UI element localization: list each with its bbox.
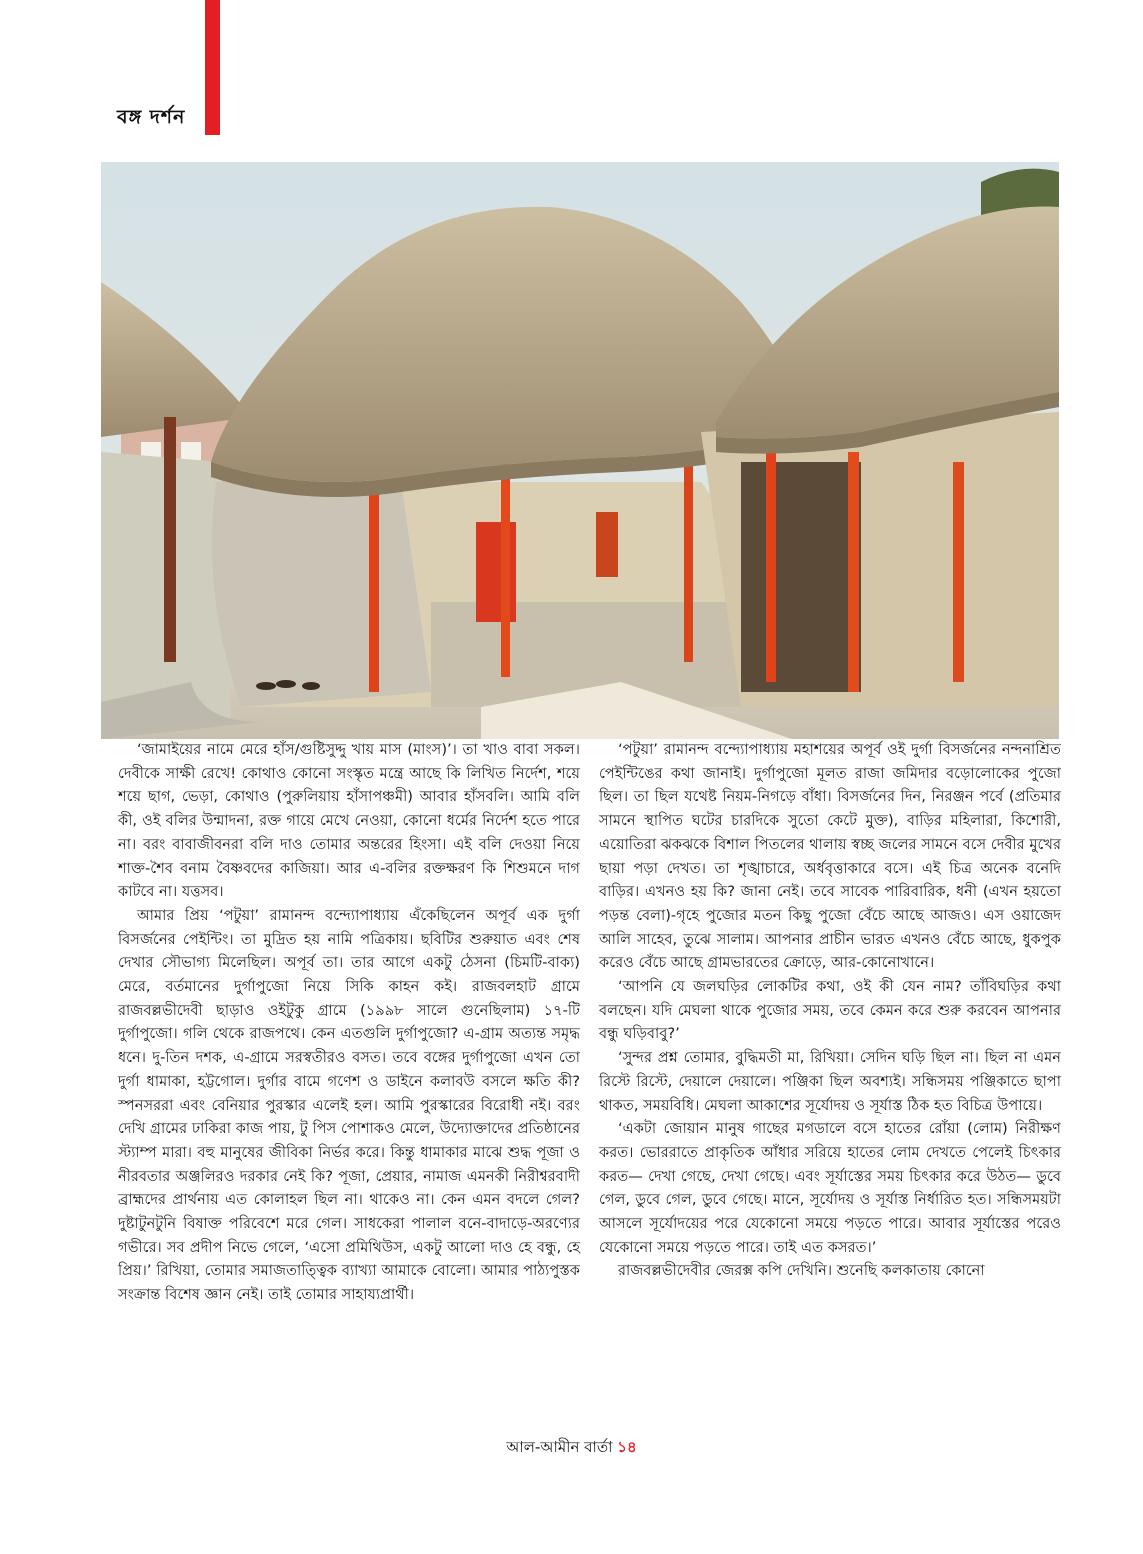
- paragraph: ‘আপনি যে জলঘড়ির লোকটির কথা, ওই কী যেন নাম? তাঁবিঘড়ির কথা বলছেন। যদি মেঘলা থাকে পুজোর সময়, তবে কেমন করে শুরু করবেন আপনার বন্ধু ঘড়িবাবু?’: [599, 978, 1061, 1043]
- thatched-huts-photo: [101, 162, 1059, 739]
- magazine-name: আল-আমীন বার্তা: [506, 1438, 613, 1456]
- paragraph: ‘পটুয়া’ রামানন্দ বন্দ্যোপাধ্যায় মহাশয়ের অপূর্ব ওই দুর্গা বিসর্জনের নন্দনাশ্রিত পেইন্টিঙের কথা জানাই। দুর্গাপুজো মূলত রাজা জমিদার বড়োলোকের পুজো ছিল। তা ছিল যথেষ্ট নিয়ম-নিগড়ে বাঁধা। বিসর্জনের দিন, নিরঞ্জন পর্বে (প্রতিমার সামনে স্থাপিত ঘটের চারদিকে সুতো কেটে মুক্ত), বাড়ির মহিলারা, কিশোরী, এয়োতিরা ঝকঝকে বিশাল পিতলের থালায় স্বচ্ছ জলের সামনে বসে দেবীর মুখের ছায়া পড়া দেখত। তা শৃঙ্খাচারে, অর্ধবৃত্তাকারে বসে। এই চিত্র অনেক বনেদি বাড়ির। এখনও হয় কি? জানা নেই। তবে সাবেক পারিবারিক, ধনী (এখন হয়তো পড়ন্ত বেলা)-গৃহে পুজোর মতন কিছু পুজো বেঁচে আছে আজও। এস ওয়াজেদ আলি সাহেব, তুঝে সালাম। আপনার প্রাচীন ভারত এখনও বেঁচে আছে, ধুকপুক করেও বেঁচে আছে গ্রামভারতের ক্রোড়ে, আর-কোনোখানে।: [599, 741, 1061, 972]
- article-right-column: [599, 738, 1061, 1283]
- paragraph: ‘জামাইয়ের নামে মেরে হাঁস/গুষ্টিসুদ্দু খায় মাস (মাংস)’। তা খাও বাবা সকল। দেবীকে সাক্ষী রেখে! কোথাও কোনো সংস্কৃত মন্ত্রে আছে কি লিখিত নির্দেশ, শয়ে শয়ে ছাগ, ভেড়া, কোথাও (পুরুলিয়ায় হাঁসাপঞ্চমী) আবার হাঁসবলি। আমি বলি কী, ওই বলির উন্মাদনা, রক্ত গায়ে মেখে নেওয়া, কোনো ধর্মের নির্দেশ হতে পারে না। বরং বাবাজীবনরা বলি দাও তোমার অন্তরের হিংসা। এই বলি দেওয়া নিয়ে শাক্ত-শৈব বনাম বৈষ্ণবদের কাজিয়া। আর এ-বলির রক্তক্ষরণ কি শিশুমনে দাগ কাটবে না। যত্তসব।: [118, 741, 580, 901]
- paragraph: ‘একটা জোয়ান মানুষ গাছের মগডালে বসে হাতের রোঁয়া (লোম) নিরীক্ষণ করত। ভোররাতে প্রাকৃতিক আঁধার সরিয়ে হাতের লোম দেখতে পেলেই চিৎকার করত— দেখা গেছে, দেখা গেছে। এবং সূর্যাস্তের সময় চিৎকার করে উঠত— ডুবে গেল, ডুবে গেল, ডুবে গেছে। মানে, সূর্যোদয় ও সূর্যাস্ত নির্ধারিত হত। সন্ধিসময়টা আসলে সূর্যোদয়ের পরে যেকোনো সময়ে পড়তে পারে। আবার সূর্যাস্তের পরেও যেকোনো সময়ে পড়তে পারে। তাই এত কসরত।’: [599, 1120, 1061, 1256]
- article-left-column: [118, 738, 580, 1307]
- header-red-bar: [205, 0, 220, 135]
- page-footer: [0, 1436, 1143, 1461]
- paragraph: ‘সুন্দর প্রশ্ন তোমার, বুদ্ধিমতী মা, রিখিয়া। সেদিন ঘড়ি ছিল না। ছিল না এমন রিস্টে রিস্টে, দেয়ালে দেয়ালে। পঞ্জিকা ছিল অবশ্যই। সন্ধিসময় পঞ্জিকাতে ছাপা থাকত, সময়বিধি। মেঘলা আকাশের সূর্যোদয় ও সূর্যাস্ত ঠিক হত বিচিত্র উপায়ে।: [599, 1049, 1061, 1114]
- page-number: ১৪: [617, 1438, 637, 1456]
- paragraph: আমার প্রিয় ‘পটুয়া’ রামানন্দ বন্দ্যোপাধ্যায় এঁকেছিলেন অপূর্ব এক দুর্গা বিসর্জনের পেইন্টিং। তা মুদ্রিত হয় নামি পত্রিকায়। ছবিটির শুরুয়াত এবং শেষ দেখার সৌভাগ্য মিলেছিল। অপূর্ব তা। তার আগে একটু ঠেসনা (চিমটি-বাক্য) মেরে, বর্তমানের দুর্গাপুজো নিয়ে সিকি কাহন কই। রাজবলহাট গ্রামে রাজবল্লভীদেবী ছাড়াও ওইটুকু গ্রামে (১৯৯৮ সালে গুনেছিলাম) ১৭-টি দুর্গাপুজো। গলি থেকে রাজপথে। কেন এতগুলি দুর্গাপুজো? এ-গ্রাম অত্যন্ত সমৃদ্ধ ধনে। দু-তিন দশক, এ-গ্রামে সরস্বতীরও বসত। তবে বঙ্গের দুর্গাপুজো এখন তো দুর্গা ধামাকা, হট্টগোল। দুর্গার বামে গণেশ ও ডাইনে কলাবউ বসলে ক্ষতি কী? স্পনসররা এবং বেনিয়ার পুরস্কার এলেই হল। আমি পুরস্কারের বিরোধী নই। বরং দেখি গ্রামের ঢাকিরা কাজ পায়, টু পিস পোশাকও মেলে, উদ্যোক্তাদের প্রতিষ্ঠানের স্ট্যাম্প মারা। বহু মানুষের জীবিকা নির্ভর করে। কিন্তু ধামাকার মাঝে শুদ্ধ পূজা ও নীরবতার অঞ্জলিরও দরকার নেই কি? পূজা, প্রেয়ার, নামাজ এমনকী নিরীশ্বরবাদী ব্রাহ্মদের প্রার্থনায় এত কোলাহল ছিল না। থাকেও না। কেন এমন বদলে গেল? দুষ্টাটুনটুনি বিষাক্ত পরিবেশে মরে গেল। সাধকেরা পালাল বনে-বাদাড়ে-অরণ্যের গভীরে। সব প্রদীপ নিভে গেলে, ‘এসো প্রমিথিউস, একটু আলো দাও হে বন্ধু, হে প্রিয়।’ রিখিয়া, তোমার সমাজতাত্ত্বিক ব্যাখ্যা আমাকে বোলো। আমার পাঠ্যপুস্তক সংক্রান্ত বিশেষ জ্ঞান নেই। তাই তোমার সাহায্যপ্রার্থী।: [118, 906, 580, 1304]
- section-title: বঙ্গ দর্শন: [117, 106, 186, 128]
- paragraph: রাজবল্লভীদেবীর জেরক্স কপি দেখিনি। শুনেছি কলকাতায় কোনো: [617, 1262, 985, 1280]
